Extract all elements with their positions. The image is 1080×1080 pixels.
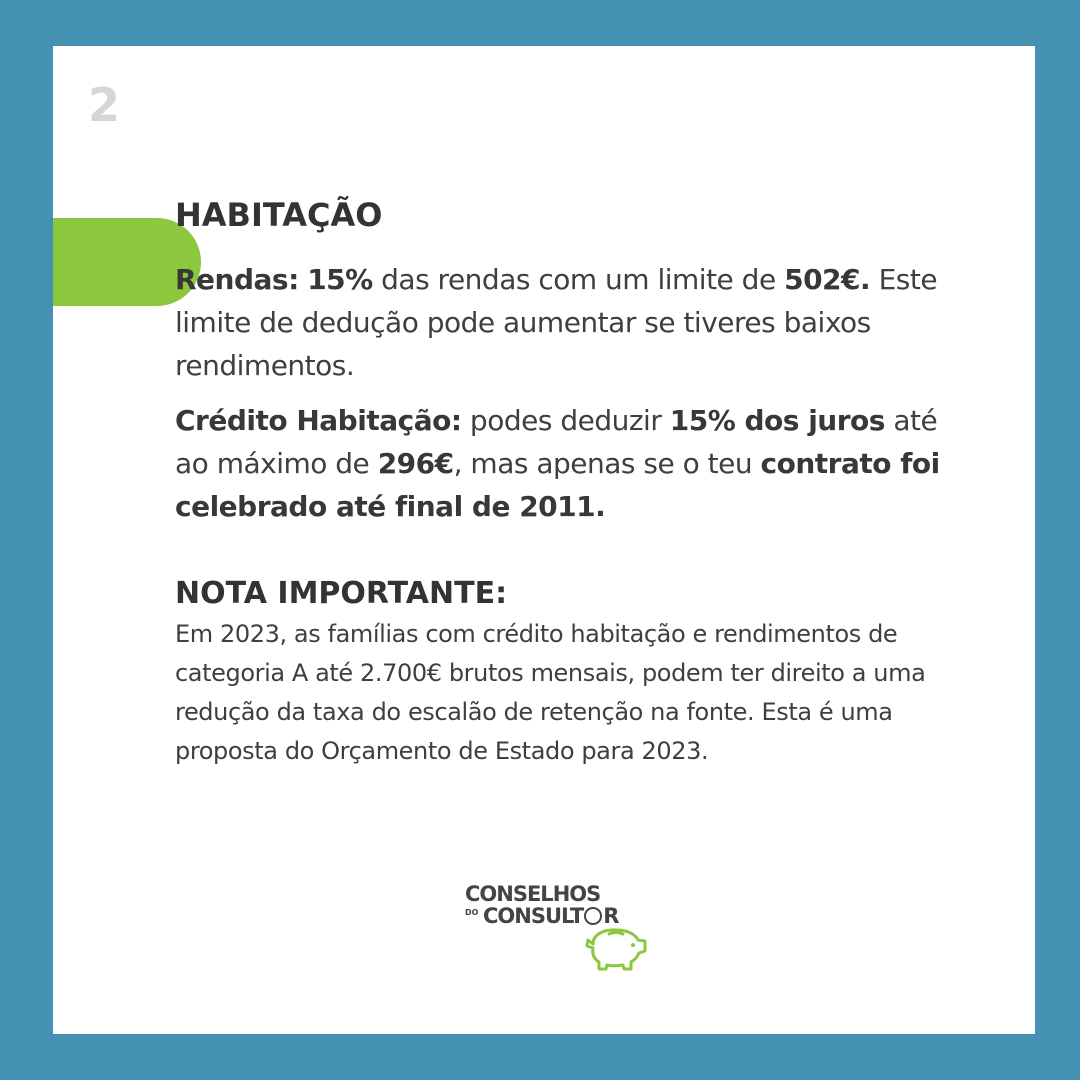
rendas-percent: 15% — [307, 263, 373, 296]
logo-line2-text: CONSULT — [483, 904, 584, 928]
rendas-label: Rendas: — [175, 263, 299, 296]
credito-percent: 15% dos juros — [669, 404, 885, 437]
credito-paragraph — [175, 399, 975, 528]
brand-logo — [465, 882, 665, 982]
rendas-text2: Este limite de dedução pode aumentar se tiveres baixos rendimentos. — [175, 263, 938, 382]
main-content — [175, 196, 975, 771]
credito-text3: , mas apenas se o teu — [453, 447, 761, 480]
section-title: HABITAÇÃO — [175, 196, 383, 234]
rendas-limit: 502€. — [784, 263, 871, 296]
logo-line2-end: R — [603, 904, 619, 928]
logo-coin-icon — [584, 907, 602, 925]
credito-label: Crédito Habitação: — [175, 404, 462, 437]
rendas-paragraph — [175, 258, 975, 387]
logo-do: DO — [465, 908, 479, 917]
credito-condition: contrato foi celebrado até final de 2011. — [175, 447, 940, 523]
note-body: Em 2023, as famílias com crédito habitação e rendimentos de categoria A até 2.700€ brutos mensais, podem ter direito a uma redução da taxa do escalão de retenção na fonte. Esta é uma proposta do Orçamento de Estado para 2023. — [175, 620, 926, 765]
credito-max: 296€ — [377, 447, 454, 480]
page-number: 2 — [88, 78, 121, 132]
credito-text1: podes deduzir — [461, 404, 670, 437]
note-title: NOTA IMPORTANTE: — [175, 576, 508, 611]
credito-text2: até ao máximo de — [175, 404, 938, 480]
rendas-text1: das rendas com um limite de — [372, 263, 785, 296]
piggy-bank-icon — [583, 924, 649, 972]
logo-line1: CONSELHOS — [465, 882, 601, 906]
